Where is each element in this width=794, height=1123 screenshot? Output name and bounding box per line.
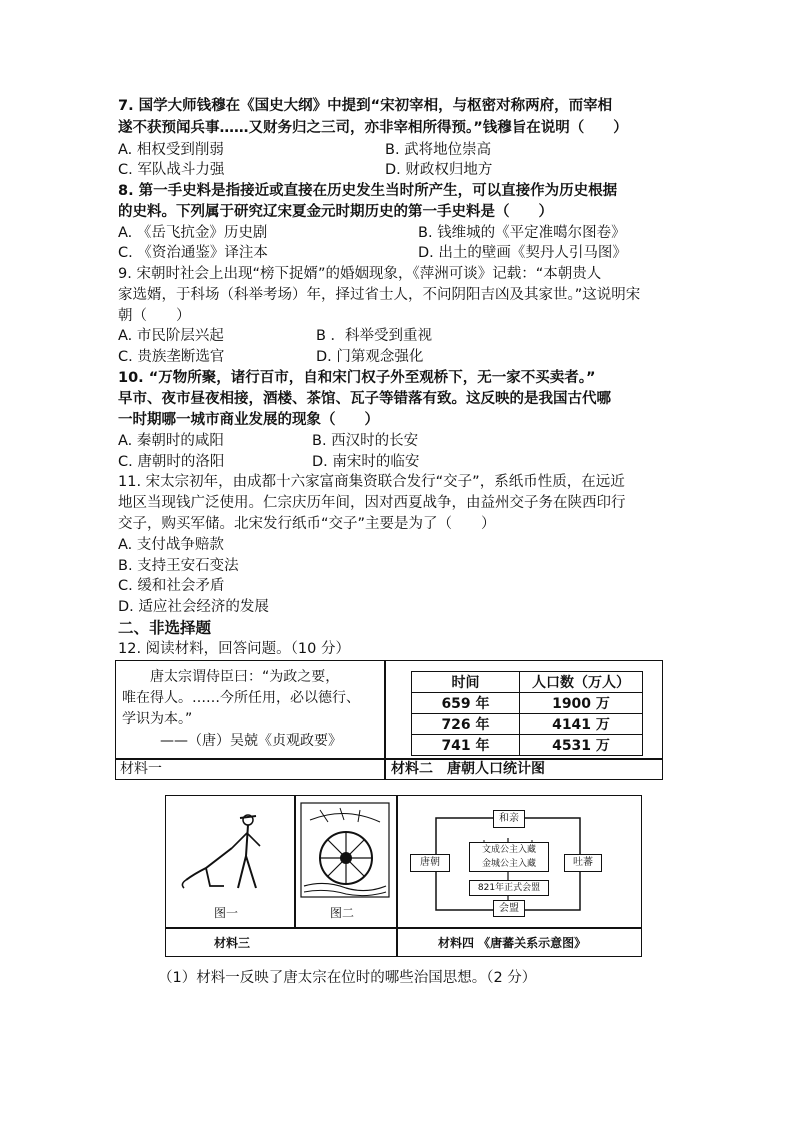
materials-table [115,660,663,780]
q11-option-b: B. 支持王安石变法 [118,558,239,574]
q7-option-b: B. 武将地位崇高 [385,142,492,158]
diagram-jincheng: 金城公主入藏 [481,859,536,869]
q7-option-c: C. 军队战斗力强 [118,162,225,178]
material1-line1: 唐太宗谓侍臣曰：“为政之要， [122,669,340,685]
table-cell: 741 年 [412,735,520,756]
figure2-caption: 图二 [330,906,355,920]
q12-stem: 12. 阅读材料，回答问题。（10 分） [118,641,350,657]
table-cell: 726 年 [412,714,520,735]
diagram-heqin: 和亲 [493,810,525,828]
q11-option-c: C. 缓和社会矛盾 [118,578,225,594]
q8-stem-line1: 8. 第一手史料是指接近或直接在历史发生当时所产生，可以直接作为历史根据 [118,183,618,199]
q10-stem-line2: 早市、夜市昼夜相接，酒楼、茶馆、瓦子等错落有致。这反映的是我国古代哪 [118,391,611,407]
table-cell: 4141 万 [520,714,643,735]
material1-line3: 学识为本。” [122,711,193,727]
q11-stem-line1: 11. 宋太宗初年，由成都十六家富商集资联合发行“交子”，系纸币性质，在远近 [118,474,625,490]
table-cell: 659 年 [412,693,520,714]
q11-stem-line3: 交子，购买军储。北宋发行纸币“交子”主要是为了（ ） [118,516,496,532]
figure1-caption: 图一 [214,906,239,920]
q10-option-d: D. 南宋时的临安 [312,454,420,470]
diagram-tubo: 吐蕃 [564,854,602,872]
q11-option-d: D. 适应社会经济的发展 [118,599,269,615]
table-header-time: 时间 [412,672,520,693]
q8-option-d: D. 出土的壁画《契丹人引马图》 [418,245,627,261]
q8-stem-line2: 的史料。下列属于研究辽宋夏金元时期历史的第一手史料是（ ） [118,204,553,220]
q9-option-b: B ．科举受到重视 [316,328,433,344]
q8-option-c: C. 《资治通鉴》译注本 [118,245,268,261]
q7-option-d: D. 财政权归地方 [385,162,493,178]
diagram-821-alliance: 821年正式会盟 [469,880,549,896]
diagram-huimeng: 会盟 [493,900,525,917]
q7-stem-line1: 7. 国学大师钱穆在《国史大纲》中提到“宋初宰相，与枢密对称两府，而宰相 [118,98,613,114]
q9-option-c: C. 贵族垄断选官 [118,349,225,365]
table-cell: 4531 万 [520,735,643,756]
material1-line2: 唯在得人。……今所任用，必以德行、 [122,690,360,706]
q8-option-b: B. 钱维城的《平定准噶尔图卷》 [418,225,626,241]
q10-stem-line3: 一时期哪一城市商业发展的现象（ ） [118,412,379,428]
q10-stem-line1: 10. “万物所聚，诸行百市，自和宋门权子外至观桥下，无一家不买卖者。” [118,370,596,386]
waterwheel-illustration [300,802,390,898]
q9-stem-line2: 家选婿，于科场（科举考场）年，择过省士人，不问阴阳吉凶及其家世。”这说明宋 [118,287,641,303]
plough-illustration [176,808,286,898]
table-cell: 1900 万 [520,693,643,714]
material1-label: 材料一 [120,761,162,777]
q9-option-d: D. 门第观念强化 [316,349,424,365]
q7-option-a: A. 相权受到削弱 [118,142,224,158]
table-row [412,714,643,735]
material4-label: 材料四 《唐蕃关系示意图》 [438,936,587,950]
table-row [412,693,643,714]
q11-option-a: A. 支付战争赔款 [118,537,224,553]
table-header-population: 人口数（万人） [520,672,643,693]
q11-stem-line2: 地区当现钱广泛使用。仁宗庆历年间，因对西夏战争，由益州交子务在陕西印行 [118,495,626,511]
diagram-princesses [469,842,549,872]
table-row [412,735,643,756]
materials-figure [165,795,642,957]
q10-option-b: B. 西汉时的长安 [312,433,419,449]
q12-sub1: （1）材料一反映了唐太宗在位时的哪些治国思想。（2 分） [158,970,537,986]
material1-source: ——（唐）吴兢《贞观政要》 [160,733,342,749]
q9-stem-line3: 朝（ ） [118,308,191,324]
section-heading: 二、非选择题 [118,619,212,637]
material2-label: 材料二 唐朝人口统计图 [391,761,545,777]
q9-stem-line1: 9. 宋朝时社会上出现“榜下捉婿”的婚姻现象，《萍洲可谈》记载：“本朝贵人 [118,266,602,282]
q8-option-a: A. 《岳飞抗金》历史剧 [118,225,268,241]
diagram-wencheng: 文成公主入藏 [481,845,536,855]
q10-option-c: C. 唐朝时的洛阳 [118,454,225,470]
q10-option-a: A. 秦朝时的咸阳 [118,433,224,449]
q7-stem-line2: 遂不获预闻兵事……又财务归之三司，亦非宰相所得预。”钱穆旨在说明（ ） [118,120,628,136]
q9-option-a: A. 市民阶层兴起 [118,328,224,344]
diagram-tang: 唐朝 [410,854,450,872]
population-table [411,671,643,756]
material3-label: 材料三 [214,936,251,950]
